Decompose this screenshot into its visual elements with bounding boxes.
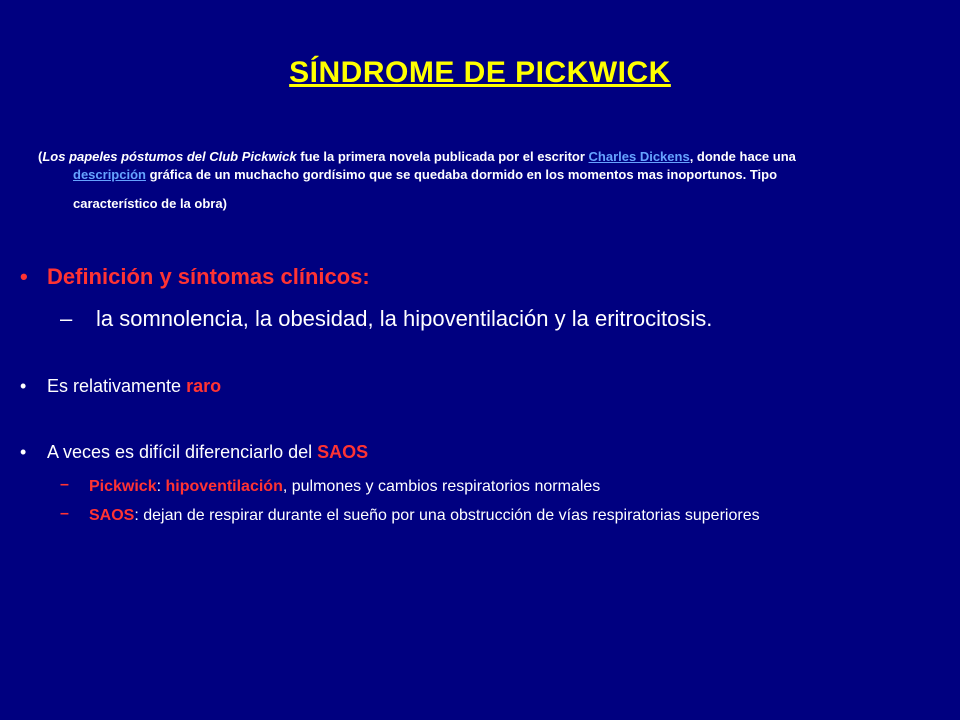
- intro-text-2: , donde hace una: [689, 149, 796, 164]
- intro-paragraph: [38, 148, 938, 213]
- bullet-dot: •: [20, 442, 27, 462]
- intro-text-1: fue la primera novela publicada por el escritor: [296, 149, 589, 164]
- bullet-raro-highlight: raro: [186, 376, 222, 396]
- sub-bullet-pickwick-sep: :: [156, 478, 166, 495]
- sub-bullet-dash: –: [60, 306, 73, 331]
- link-descripcion[interactable]: descripción: [73, 167, 146, 182]
- intro-line-1: [38, 148, 938, 166]
- sub-bullet-sintomas-text: la somnolencia, la obesidad, la hipoventilación y la eritrocitosis.: [96, 306, 713, 331]
- bullet-dot: •: [20, 264, 28, 289]
- sub-bullet-dash: –: [60, 476, 69, 493]
- bullet-saos-text: A veces es difícil diferenciarlo del: [47, 442, 318, 462]
- intro-book-title: Los papeles póstumos del Club Pickwick: [42, 149, 297, 164]
- sub-bullet-saos-term: SAOS: [89, 507, 135, 524]
- sub-bullet-hipoventilacion: hipoventilación: [165, 478, 283, 495]
- intro-open-paren: (: [38, 149, 43, 164]
- intro-line-3: característico de la obra): [73, 196, 227, 211]
- bullet-raro-text: Es relativamente: [47, 376, 187, 396]
- sub-bullet-pickwick-term: Pickwick: [89, 478, 157, 495]
- slide-title: SÍNDROME DE PICKWICK: [289, 56, 671, 89]
- bullet-definicion-label: Definición y síntomas clínicos: [47, 264, 363, 289]
- intro-text-3: gráfica de un muchacho gordísimo que se quedaba dormido en los momentos mas inoportunos. Tipo: [145, 167, 778, 182]
- bullet-saos-highlight: SAOS: [317, 442, 369, 462]
- link-charles-dickens[interactable]: Charles Dickens: [588, 149, 690, 164]
- intro-line-2: [38, 166, 938, 184]
- sub-bullet-saos-text: : dejan de respirar durante el sueño por una obstrucción de vías respiratorias superiores: [134, 507, 760, 524]
- bullet-dot: •: [20, 376, 27, 396]
- sub-bullet-dash: –: [60, 505, 69, 522]
- bullet-definicion-colon: :: [362, 264, 370, 289]
- sub-bullet-pickwick-text: , pulmones y cambios respiratorios normales: [282, 478, 601, 495]
